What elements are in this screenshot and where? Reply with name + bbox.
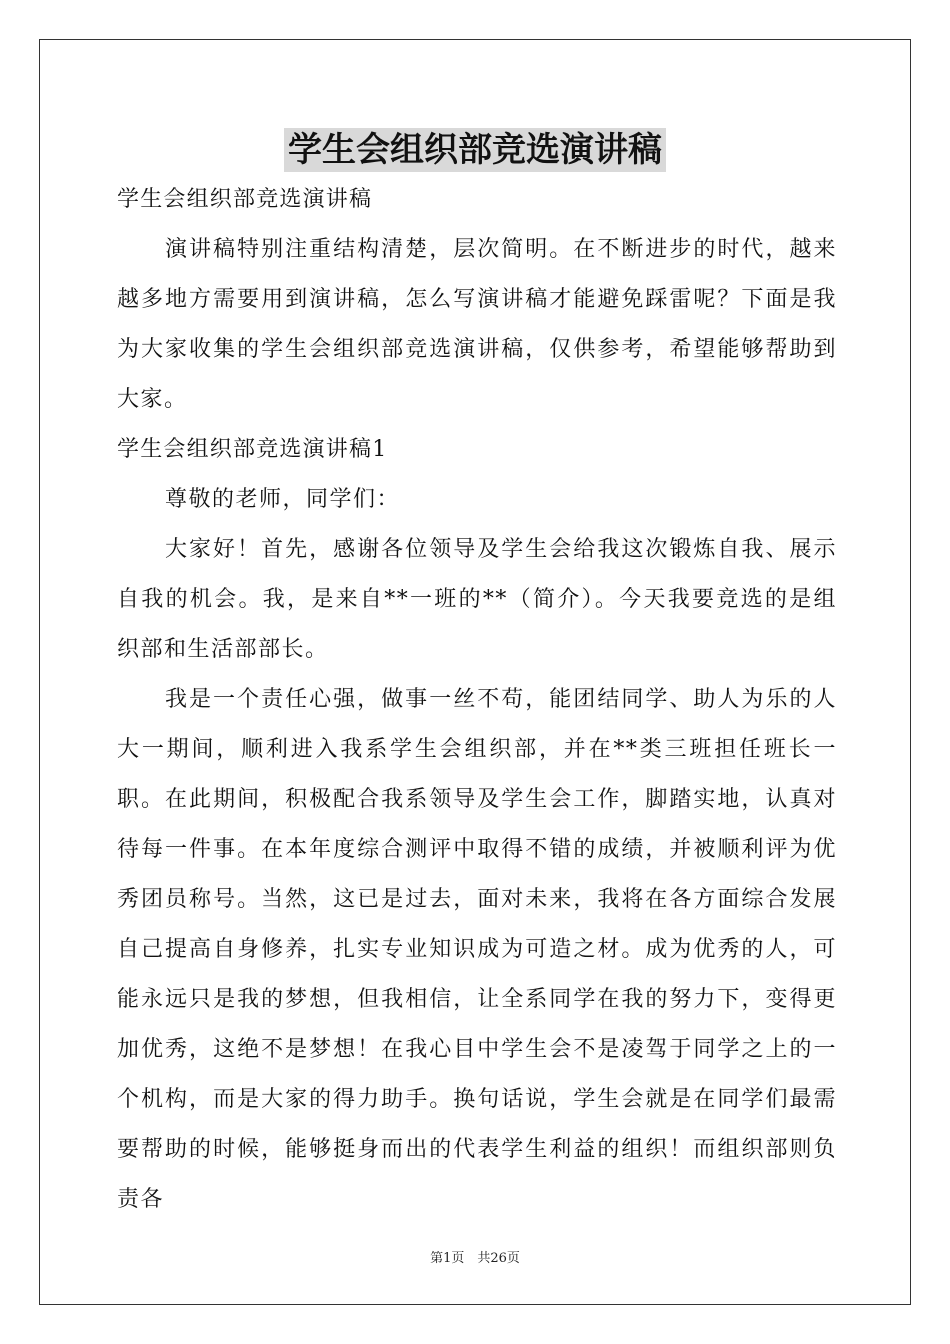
page-footer: 第1页 共26页 — [430, 1251, 520, 1266]
greeting-paragraph: 尊敬的老师，同学们： — [165, 487, 401, 512]
section-heading: 学生会组织部竞选演讲稿 — [117, 187, 373, 212]
document-body — [117, 175, 837, 1225]
section-heading: 学生会组织部竞选演讲稿1 — [117, 437, 388, 462]
body-paragraph: 大家好！首先，感谢各位领导及学生会给我这次锻炼自我、展示自我的机会。我，是来自**一班的**（简介）。今天我要竞选的是组织部和生活部部长。 — [117, 537, 837, 662]
intro-paragraph: 演讲稿特别注重结构清楚，层次简明。在不断进步的时代，越来越多地方需要用到演讲稿，怎么写演讲稿才能避免踩雷呢？下面是我为大家收集的学生会组织部竞选演讲稿，仅供参考，希望能够帮助到大家。 — [117, 237, 837, 412]
document-title-block — [0, 128, 950, 172]
document-title: 学生会组织部竞选演讲稿 — [284, 128, 666, 172]
body-paragraph: 我是一个责任心强，做事一丝不苟，能团结同学、助人为乐的人大一期间，顺利进入我系学生会组织部，并在**类三班担任班长一职。在此期间，积极配合我系领导及学生会工作，脚踏实地，认真对待每一件事。在本年度综合测评中取得不错的成绩，并被顺利评为优秀团员称号。当然，这已是过去，面对未来，我将在各方面综合发展自己提高自身修养，扎实专业知识成为可造之材。成为优秀的人，可能永远只是我的梦想，但我相信，让全系同学在我的努力下，变得更加优秀，这绝不是梦想！在我心目中学生会不是凌驾于同学之上的一个机构，而是大家的得力助手。换句话说，学生会就是在同学们最需要帮助的时候，能够挺身而出的代表学生利益的组织！而组织部则负责各 — [117, 687, 837, 1212]
